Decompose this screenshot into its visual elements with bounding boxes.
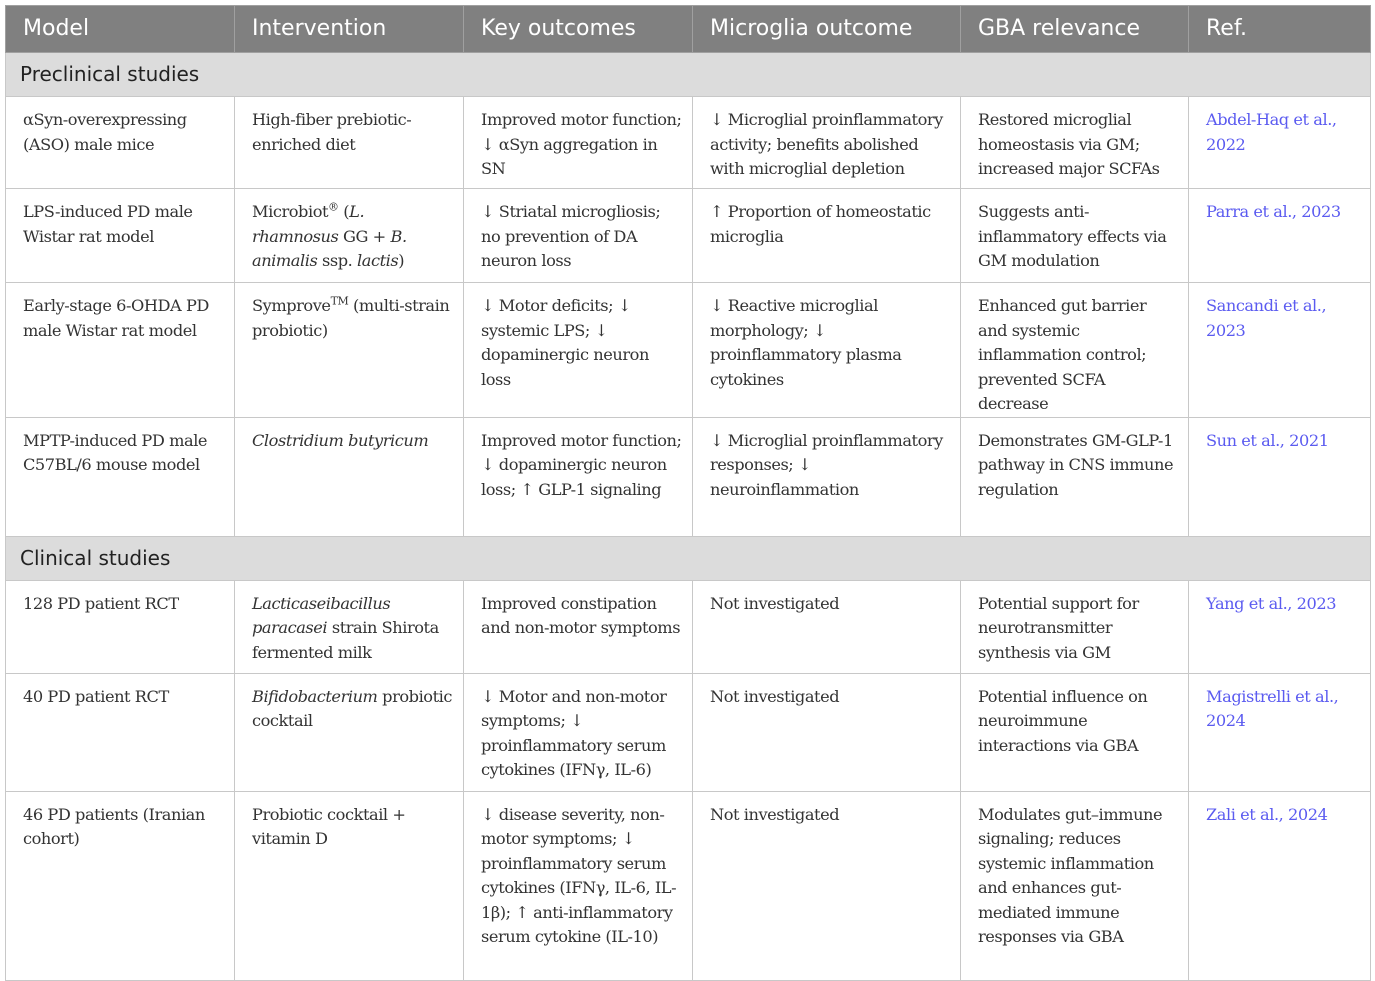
cell-text: probiotic cocktail bbox=[252, 686, 452, 730]
cell-key-outcomes bbox=[464, 283, 693, 418]
cell-intervention bbox=[235, 417, 464, 536]
cell-microglia-outcome bbox=[693, 97, 961, 189]
reference-link[interactable]: Sun et al., 2021 bbox=[1206, 430, 1329, 450]
cell-model bbox=[6, 580, 235, 673]
cell-text: Potential influence on neuroimmune interactions via GBA bbox=[978, 686, 1148, 755]
cell-microglia-outcome bbox=[693, 673, 961, 791]
cell-model bbox=[6, 417, 235, 536]
reference-link[interactable]: Zali et al., 2024 bbox=[1206, 804, 1328, 824]
cell-text: ↓ disease severity, non-motor symptoms; ↓ proinflammatory serum cytokines (IFNγ, IL-6, IL-1β); ↑ anti-inflammatory serum cytokine (IL-10) bbox=[481, 804, 677, 946]
header-row bbox=[6, 6, 1371, 53]
cell-model bbox=[6, 189, 235, 283]
cell-key-outcomes bbox=[464, 97, 693, 189]
cell-text: Suggests anti-inflammatory effects via GM modulation bbox=[978, 202, 1167, 270]
cell-key-outcomes bbox=[464, 189, 693, 283]
cell-intervention bbox=[235, 580, 464, 673]
table-row bbox=[6, 673, 1371, 791]
cell-text: strain Shirota fermented milk bbox=[252, 618, 439, 662]
cell-text: Restored microglial homeostasis via GM; increased major SCFAs bbox=[978, 110, 1160, 178]
cell-text: Not investigated bbox=[710, 686, 840, 706]
italic-text: Lacticaseibacillus paracasei bbox=[252, 593, 391, 637]
cell-text: Microbiot bbox=[252, 202, 329, 221]
cell-text: ↓ Striatal microgliosis; no prevention of DA neuron loss bbox=[481, 202, 661, 270]
reference-link[interactable]: Yang et al., 2023 bbox=[1206, 593, 1337, 613]
cell-text: ↓ Microglial proinflammatory responses; ↓ neuroinflammation bbox=[710, 430, 943, 499]
italic-text: L. rhamnosus bbox=[252, 202, 365, 246]
cell-ref bbox=[1189, 580, 1371, 673]
cell-gba-relevance bbox=[961, 580, 1189, 673]
cell-key-outcomes bbox=[464, 673, 693, 791]
cell-text: GG + bbox=[338, 226, 391, 246]
cell-text: 128 PD patient RCT bbox=[23, 593, 179, 613]
reference-link[interactable]: Abdel-Haq et al., 2022 bbox=[1206, 110, 1337, 154]
cell-gba-relevance bbox=[961, 97, 1189, 189]
italic-text: lactis bbox=[357, 251, 399, 270]
cell-gba-relevance bbox=[961, 283, 1189, 418]
cell-text: ( bbox=[338, 202, 350, 221]
cell-ref bbox=[1189, 791, 1371, 980]
cell-text: Modulates gut–immune signaling; reduces systemic inflammation and enhances gut-mediated immune responses via GBA bbox=[978, 804, 1163, 946]
cell-text: 46 PD patients (Iranian cohort) bbox=[23, 804, 205, 848]
cell-key-outcomes bbox=[464, 580, 693, 673]
cell-text: ) bbox=[398, 251, 405, 270]
header-gba-relevance: GBA relevance bbox=[961, 6, 1189, 53]
cell-intervention bbox=[235, 791, 464, 980]
cell-gba-relevance bbox=[961, 673, 1189, 791]
cell-ref bbox=[1189, 673, 1371, 791]
cell-microglia-outcome bbox=[693, 189, 961, 283]
cell-text: ↓ Microglial proinflammatory activity; benefits abolished with microglial depletion bbox=[710, 110, 943, 178]
italic-text: Clostridium butyricum bbox=[252, 430, 429, 450]
cell-intervention bbox=[235, 189, 464, 283]
header-intervention: Intervention bbox=[235, 6, 464, 53]
studies-table bbox=[5, 5, 1371, 981]
cell-text: Improved motor function; ↓ αSyn aggregation in SN bbox=[481, 110, 682, 178]
table-row bbox=[6, 580, 1371, 673]
cell-intervention bbox=[235, 283, 464, 418]
superscript: TM bbox=[330, 294, 349, 308]
cell-text: 40 PD patient RCT bbox=[23, 686, 169, 706]
cell-text: ↓ Motor deficits; ↓ systemic LPS; ↓ dopaminergic neuron loss bbox=[481, 296, 649, 389]
header-key-outcomes: Key outcomes bbox=[464, 6, 693, 53]
table-row bbox=[6, 283, 1371, 418]
cell-model bbox=[6, 283, 235, 418]
cell-text: Probiotic cocktail + vitamin D bbox=[252, 804, 406, 848]
cell-model bbox=[6, 791, 235, 980]
cell-text: Potential support for neurotransmitter synthesis via GM bbox=[978, 593, 1139, 662]
cell-key-outcomes bbox=[464, 791, 693, 980]
cell-text: (multi-strain probiotic) bbox=[252, 296, 450, 340]
cell-text: ↓ Reactive microglial morphology; ↓ proinflammatory plasma cytokines bbox=[710, 296, 902, 389]
section-row bbox=[6, 536, 1371, 580]
cell-text: αSyn-overexpressing (ASO) male mice bbox=[23, 110, 187, 154]
cell-intervention bbox=[235, 673, 464, 791]
cell-text: Enhanced gut barrier and systemic inflammation control; prevented SCFA decrease bbox=[978, 296, 1147, 413]
section-title: Clinical studies bbox=[6, 536, 1371, 580]
cell-gba-relevance bbox=[961, 791, 1189, 980]
header-model: Model bbox=[6, 6, 235, 53]
cell-text: Improved constipation and non-motor symptoms bbox=[481, 593, 681, 637]
cell-ref bbox=[1189, 417, 1371, 536]
reference-link[interactable]: Magistrelli et al., 2024 bbox=[1206, 686, 1339, 730]
table-row bbox=[6, 791, 1371, 980]
cell-gba-relevance bbox=[961, 189, 1189, 283]
table-row bbox=[6, 97, 1371, 189]
reference-link[interactable]: Sancandi et al., 2023 bbox=[1206, 296, 1327, 340]
header-microglia-outcome: Microglia outcome bbox=[693, 6, 961, 53]
cell-text: Demonstrates GM-GLP-1 pathway in CNS immune regulation bbox=[978, 430, 1174, 499]
cell-text: LPS-induced PD male Wistar rat model bbox=[23, 202, 193, 246]
cell-text: ssp. bbox=[317, 251, 358, 270]
italic-text: B. animalis bbox=[252, 226, 407, 270]
cell-microglia-outcome bbox=[693, 791, 961, 980]
cell-text: ↑ Proportion of homeostatic microglia bbox=[710, 202, 931, 246]
table-row bbox=[6, 417, 1371, 536]
table-row bbox=[6, 189, 1371, 283]
cell-gba-relevance bbox=[961, 417, 1189, 536]
italic-text: Bifidobacterium bbox=[252, 686, 378, 706]
reference-link[interactable]: Parra et al., 2023 bbox=[1206, 202, 1341, 221]
cell-ref bbox=[1189, 283, 1371, 418]
cell-key-outcomes bbox=[464, 417, 693, 536]
cell-model bbox=[6, 97, 235, 189]
cell-ref bbox=[1189, 97, 1371, 189]
cell-text: High-fiber prebiotic-enriched diet bbox=[252, 110, 412, 154]
cell-microglia-outcome bbox=[693, 417, 961, 536]
cell-text: Not investigated bbox=[710, 593, 840, 613]
section-title: Preclinical studies bbox=[6, 53, 1371, 97]
section-row bbox=[6, 53, 1371, 97]
cell-text: Symprove bbox=[252, 296, 331, 315]
cell-text: Early-stage 6-OHDA PD male Wistar rat model bbox=[23, 296, 209, 340]
cell-text: MPTP-induced PD male C57BL/6 mouse model bbox=[23, 430, 208, 474]
cell-text: Improved motor function; ↓ dopaminergic neuron loss; ↑ GLP-1 signaling bbox=[481, 430, 682, 499]
cell-microglia-outcome bbox=[693, 580, 961, 673]
cell-text: Not investigated bbox=[710, 804, 840, 824]
cell-model bbox=[6, 673, 235, 791]
cell-intervention bbox=[235, 97, 464, 189]
header-ref: Ref. bbox=[1189, 6, 1371, 53]
cell-text: ↓ Motor and non-motor symptoms; ↓ proinflammatory serum cytokines (IFNγ, IL-6) bbox=[481, 686, 667, 779]
cell-ref bbox=[1189, 189, 1371, 283]
superscript: ® bbox=[328, 200, 339, 214]
cell-microglia-outcome bbox=[693, 283, 961, 418]
